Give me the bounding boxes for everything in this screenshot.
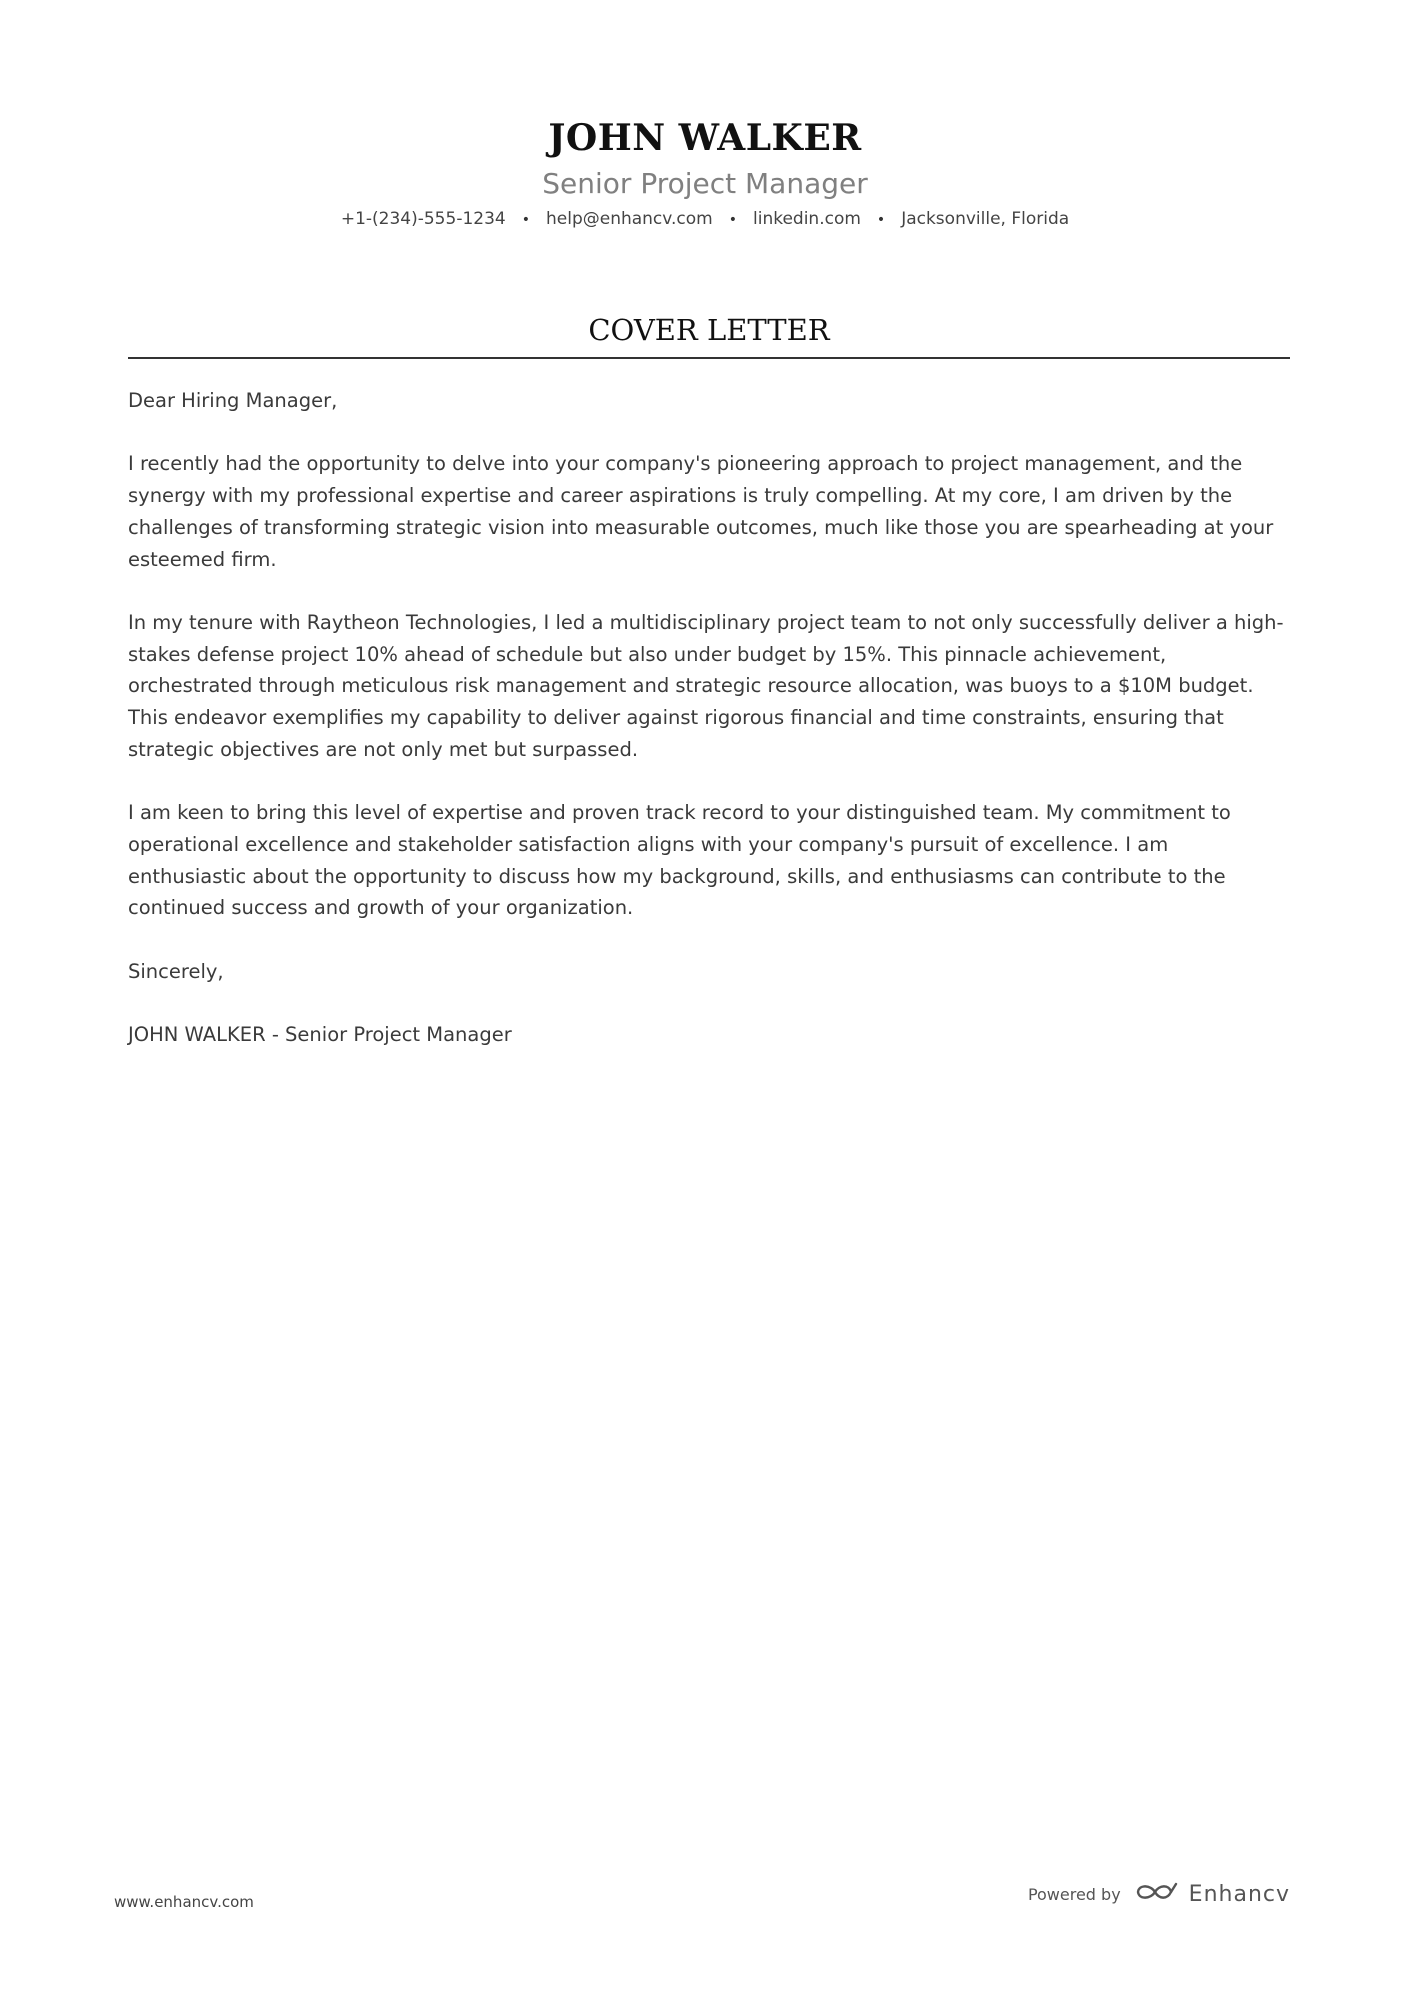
section-heading: COVER LETTER: [588, 313, 830, 347]
paragraph-achievement: In my tenure with Raytheon Technologies, I led a multidisciplinary project team to not only successfully deliver a high-stakes defense project 10% ahead of schedule but also under budget by 15%. This pinnacle achievement, orchestrated through meticulous risk management and strategic resource allocation, was buoys to a $10M budget. This endeavor exemplifies my capability to deliver against rigorous financial and time constraints, ensuring that strategic objectives are not only met but surpassed.: [128, 610, 1284, 761]
paragraph-closing: I am keen to bring this level of expertise and proven track record to your distinguished team. My commitment to operational excellence and stakeholder satisfaction aligns with your company's pursuit of excellence. I am enthusiastic about the opportunity to discuss how my background, skills, and enthusiasms can contribute to the continued success and growth of your organization.: [128, 801, 1231, 920]
bullet-separator: •: [876, 212, 886, 228]
salutation: Dear Hiring Manager,: [128, 389, 338, 412]
section-divider: [128, 357, 1290, 359]
paragraph-intro: I recently had the opportunity to delve into your company's pioneering approach to project management, and the synergy with my professional expertise and career aspirations is truly compelling. At my core, I am driven by the challenges of transforming strategic vision into measurable outcomes, much like those you are spearheading at your esteemed firm.: [128, 452, 1274, 571]
applicant-title: Senior Project Manager: [542, 167, 868, 200]
brand-name: Enhancv: [1188, 1881, 1290, 1907]
resume-header: [0, 112, 1410, 233]
letter-body: [128, 385, 1290, 1082]
applicant-name: JOHN WALKER: [548, 117, 862, 159]
signature: JOHN WALKER - Senior Project Manager: [128, 1022, 512, 1046]
closing: Sincerely,: [128, 959, 224, 983]
contact-email[interactable]: help@enhancv.com: [545, 209, 713, 229]
contact-info: [0, 206, 1410, 233]
footer-url[interactable]: www.enhancv.com: [114, 1893, 254, 1911]
brand-logo[interactable]: [1135, 1880, 1290, 1908]
contact-linkedin[interactable]: linkedin.com: [753, 209, 861, 229]
contact-phone: +1-(234)-555-1234: [340, 209, 506, 229]
bullet-separator: •: [728, 212, 737, 228]
bullet-separator: •: [521, 212, 530, 228]
contact-location: Jacksonville, Florida: [901, 209, 1070, 229]
powered-by-label: Powered by: [1027, 1884, 1121, 1904]
powered-by: [1028, 1880, 1290, 1908]
enhancv-logo-icon: [1135, 1880, 1181, 1908]
